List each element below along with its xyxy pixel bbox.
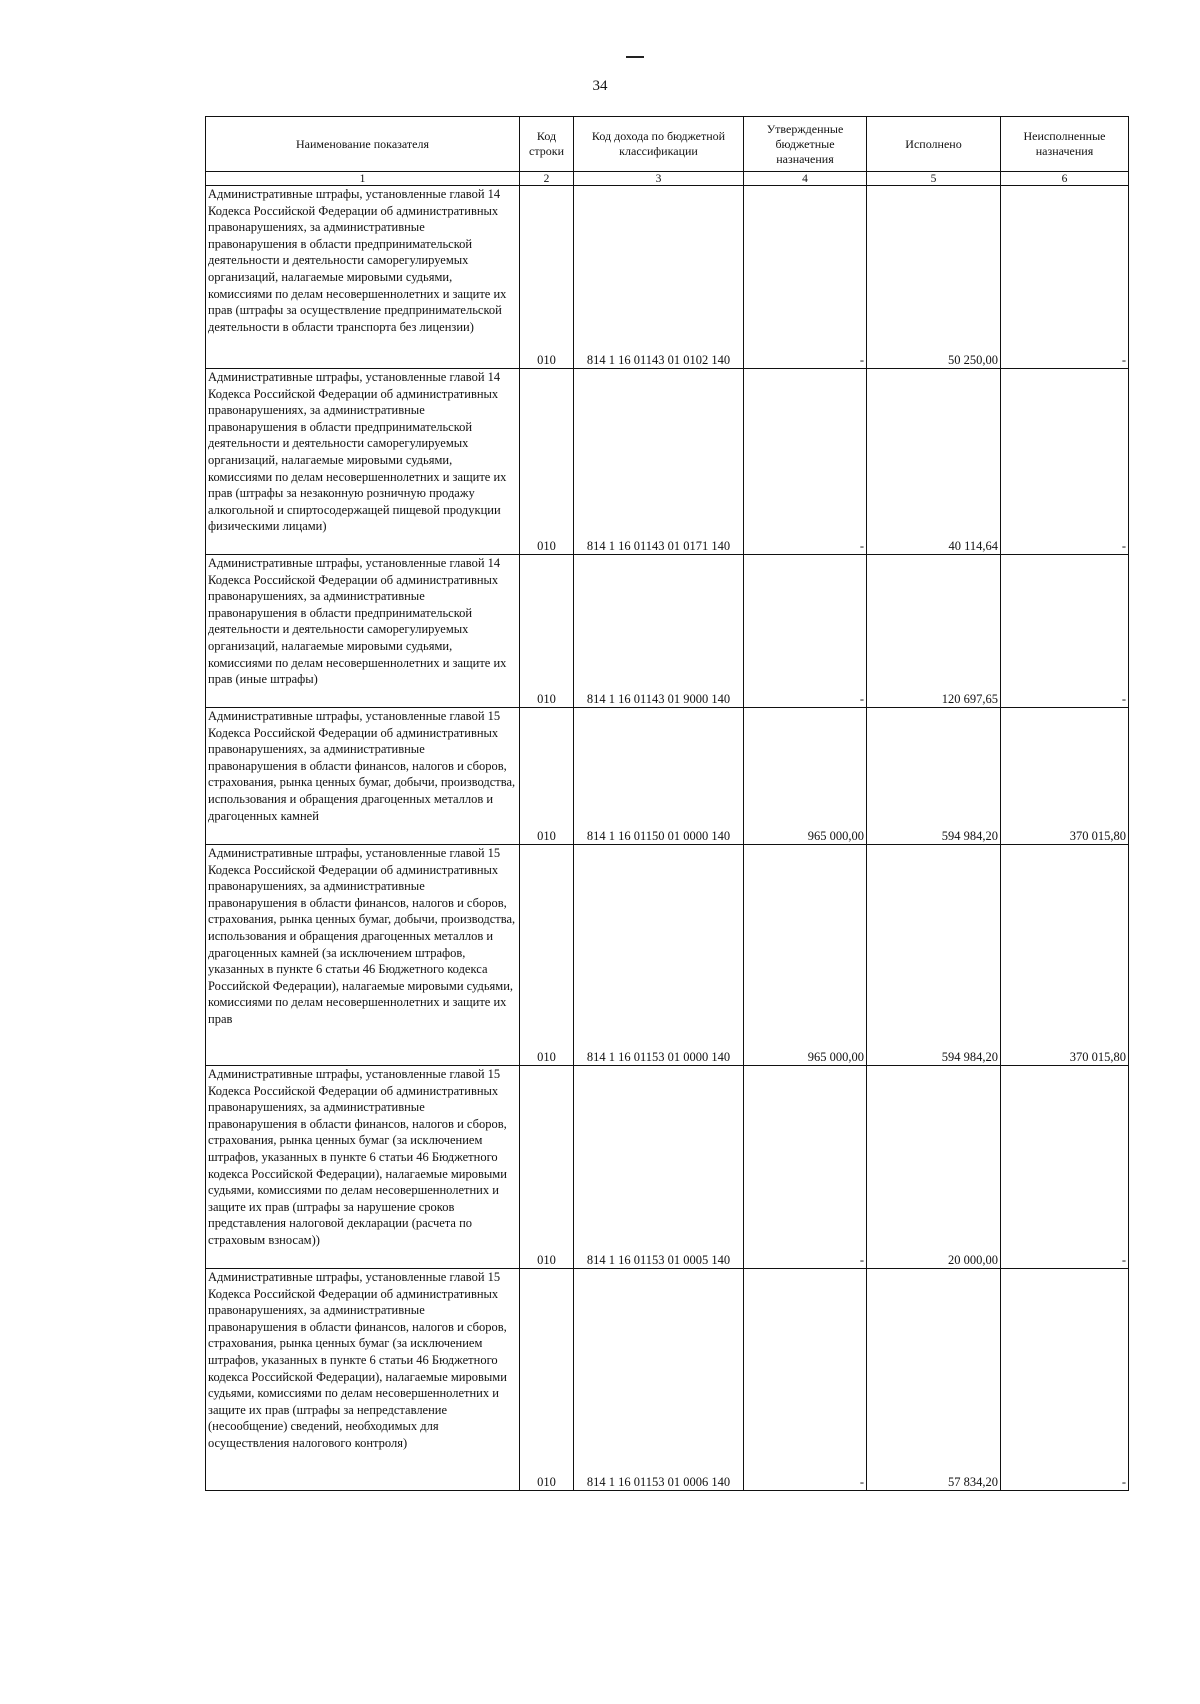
indicator-name: Административные штрафы, установленные главой 15 Кодекса Российской Федерации об административных правонарушениях, за административные правонарушения в области финансов, налогов и сборов, страхования, рынка ценных бумаг, добычи, производства, использования и обращения драгоценных металлов и драгоценных камней <box>206 708 520 845</box>
executed-amount: 57 834,20 <box>867 1269 1001 1491</box>
approved-amount: 965 000,00 <box>744 708 867 845</box>
table-row <box>206 186 1129 369</box>
line-code: 010 <box>520 708 574 845</box>
income-code: 814 1 16 01143 01 0102 140 <box>574 186 744 369</box>
column-number: 4 <box>744 172 867 186</box>
income-code: 814 1 16 01153 01 0006 140 <box>574 1269 744 1491</box>
column-number: 2 <box>520 172 574 186</box>
table-row <box>206 1269 1129 1491</box>
header-approved: Утвержденные бюджетные назначения <box>744 117 867 172</box>
executed-amount: 50 250,00 <box>867 186 1001 369</box>
column-number: 3 <box>574 172 744 186</box>
unexecuted-amount: - <box>1001 1066 1129 1269</box>
income-code: 814 1 16 01153 01 0005 140 <box>574 1066 744 1269</box>
indicator-name: Административные штрафы, установленные главой 14 Кодекса Российской Федерации об административных правонарушениях, за административные правонарушения в области предпринимательской деятельности и деятельности саморегулируемых организаций, налагаемые мировыми судьями, комиссиями по делам несовершеннолетних и защите их прав (штрафы за осуществление предпринимательской деятельности в области транспорта без лицензии) <box>206 186 520 369</box>
indicator-name: Административные штрафы, установленные главой 15 Кодекса Российской Федерации об административных правонарушениях, за административные правонарушения в области финансов, налогов и сборов, страхования, рынка ценных бумаг (за исключением штрафов, указанных в пункте 6 статьи 46 Бюджетного кодекса Российской Федерации), налагаемые мировыми судьями, комиссиями по делам несовершеннолетних и защите их прав (штрафы за непредставление (несообщение) сведений, необходимых для осуществления налогового контроля) <box>206 1269 520 1491</box>
header-name: Наименование показателя <box>206 117 520 172</box>
executed-amount: 594 984,20 <box>867 708 1001 845</box>
indicator-name: Административные штрафы, установленные главой 15 Кодекса Российской Федерации об административных правонарушениях, за административные правонарушения в области финансов, налогов и сборов, страхования, рынка ценных бумаг, добычи, производства, использования и обращения драгоценных металлов и драгоценных камней (за исключением штрафов, указанных в пункте 6 статьи 46 Бюджетного кодекса Российской Федерации), налагаемые мировыми судьями, комиссиями по делам несовершеннолетних и защите их прав <box>206 845 520 1066</box>
column-number: 6 <box>1001 172 1129 186</box>
table-row <box>206 708 1129 845</box>
page-number: 34 <box>592 78 608 94</box>
unexecuted-amount: - <box>1001 555 1129 708</box>
approved-amount: - <box>744 555 867 708</box>
table-row <box>206 555 1129 708</box>
unexecuted-amount: 370 015,80 <box>1001 708 1129 845</box>
line-code: 010 <box>520 1269 574 1491</box>
unexecuted-amount: - <box>1001 186 1129 369</box>
column-number-row <box>206 172 1129 186</box>
line-code: 010 <box>520 555 574 708</box>
header-line-code: Код строки <box>520 117 574 172</box>
line-code: 010 <box>520 186 574 369</box>
approved-amount: 965 000,00 <box>744 845 867 1066</box>
approved-amount: - <box>744 1269 867 1491</box>
column-number: 5 <box>867 172 1001 186</box>
income-code: 814 1 16 01150 01 0000 140 <box>574 708 744 845</box>
approved-amount: - <box>744 186 867 369</box>
table-row <box>206 1066 1129 1269</box>
header-executed: Исполнено <box>867 117 1001 172</box>
indicator-name: Административные штрафы, установленные главой 15 Кодекса Российской Федерации об административных правонарушениях, за административные правонарушения в области финансов, налогов и сборов, страхования, рынка ценных бумаг (за исключением штрафов, указанных в пункте 6 статьи 46 Бюджетного кодекса Российской Федерации), налагаемые мировыми судьями, комиссиями по делам несовершеннолетних и защите их прав (штрафы за нарушение сроков представления налоговой декларации (расчета по страховым взносам)) <box>206 1066 520 1269</box>
scan-mark <box>626 56 644 58</box>
unexecuted-amount: - <box>1001 1269 1129 1491</box>
executed-amount: 20 000,00 <box>867 1066 1001 1269</box>
unexecuted-amount: - <box>1001 369 1129 555</box>
header-income-code: Код дохода по бюджетной классификации <box>574 117 744 172</box>
income-code: 814 1 16 01143 01 9000 140 <box>574 555 744 708</box>
table-row <box>206 845 1129 1066</box>
indicator-name: Административные штрафы, установленные главой 14 Кодекса Российской Федерации об административных правонарушениях, за административные правонарушения в области предпринимательской деятельности и деятельности саморегулируемых организаций, налагаемые мировыми судьями, комиссиями по делам несовершеннолетних и защите их прав (штрафы за незаконную розничную продажу алкогольной и спиртосодержащей пищевой продукции физическими лицами) <box>206 369 520 555</box>
executed-amount: 594 984,20 <box>867 845 1001 1066</box>
column-number: 1 <box>206 172 520 186</box>
table-row <box>206 369 1129 555</box>
indicator-name: Административные штрафы, установленные главой 14 Кодекса Российской Федерации об административных правонарушениях, за административные правонарушения в области предпринимательской деятельности и деятельности саморегулируемых организаций, налагаемые мировыми судьями, комиссиями по делам несовершеннолетних и защите их прав (иные штрафы) <box>206 555 520 708</box>
unexecuted-amount: 370 015,80 <box>1001 845 1129 1066</box>
header-row <box>206 117 1129 172</box>
executed-amount: 120 697,65 <box>867 555 1001 708</box>
line-code: 010 <box>520 1066 574 1269</box>
line-code: 010 <box>520 369 574 555</box>
header-unexecuted: Неисполненные назначения <box>1001 117 1129 172</box>
line-code: 010 <box>520 845 574 1066</box>
approved-amount: - <box>744 1066 867 1269</box>
income-code: 814 1 16 01153 01 0000 140 <box>574 845 744 1066</box>
approved-amount: - <box>744 369 867 555</box>
executed-amount: 40 114,64 <box>867 369 1001 555</box>
budget-report-table <box>205 116 1129 1491</box>
income-code: 814 1 16 01143 01 0171 140 <box>574 369 744 555</box>
